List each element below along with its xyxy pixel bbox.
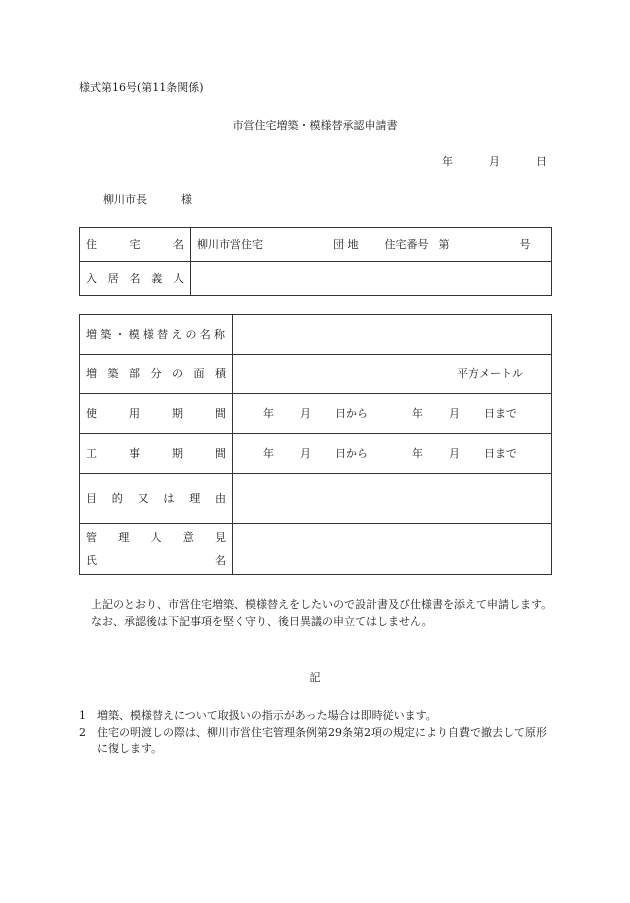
manager-opinion-label: 管 理 人 意 見 氏 名 [80, 524, 233, 575]
note-number: 2 [79, 725, 86, 739]
declaration-paragraph-1: 上記のとおり、市営住宅増築、模様替えをしたいので設計書及び仕様書を添えて申請します。 [91, 598, 553, 611]
notes-list [79, 708, 554, 758]
go-label: 号 [519, 237, 531, 251]
purpose-label: 目 的 又 は 理 由 [80, 474, 233, 524]
residence-table [79, 227, 552, 296]
note-text: 住宅の明渡しの際は、柳川市営住宅管理条例第29条第2項の規定により自費で撤去して原形に復します。 [97, 725, 547, 755]
alteration-name-label [80, 315, 233, 355]
alteration-name-row [80, 315, 552, 355]
date-month: 月 [489, 155, 500, 168]
alteration-name-label-text: 増築・模様替えの名称 [86, 327, 226, 341]
area-label: 増 築 部 分 の 面 積 [80, 355, 233, 394]
work-period-row [80, 434, 552, 474]
document-title: 市営住宅増築・模様替承認申請書 [232, 119, 398, 132]
resident-label: 入 居 名 義 人 [80, 262, 191, 296]
purpose-field[interactable] [233, 474, 552, 524]
addressee-name: 柳川市長 [103, 193, 147, 206]
addressee [103, 193, 192, 206]
area-row [80, 355, 552, 394]
purpose-row [80, 474, 552, 524]
use-period-field[interactable]: 年 月 日から 年 月 日まで [233, 394, 552, 434]
area-unit: 平方メートル [457, 367, 523, 381]
work-period-label: 工 事 期 間 [80, 434, 233, 474]
address-label: 住 宅 名 [80, 228, 191, 262]
work-period-field[interactable]: 年 月 日から 年 月 日まで [233, 434, 552, 474]
note-number: 1 [79, 709, 86, 722]
alteration-table [79, 314, 552, 575]
address-field[interactable] [191, 228, 552, 262]
address-row [80, 228, 552, 262]
resident-field[interactable] [191, 262, 552, 296]
area-field[interactable] [233, 355, 552, 394]
house-number-label: 住宅番号 [384, 237, 429, 251]
danchi-label: 団 地 [333, 237, 359, 251]
date-line [442, 155, 547, 168]
manager-opinion-row [80, 524, 552, 575]
declaration [79, 597, 554, 630]
alteration-name-field[interactable] [233, 315, 552, 355]
date-day: 日 [536, 155, 547, 168]
ki-heading: 記 [309, 671, 321, 684]
declaration-paragraph-2: なお、承認後は下記事項を堅く守り、後日異議の申立てはしません。 [91, 614, 433, 628]
note-item [79, 725, 554, 758]
note-text: 増築、模様替えについて取扱いの指示があった場合は即時従います。 [97, 709, 437, 722]
use-period-row [80, 394, 552, 434]
addressee-honorific: 様 [181, 193, 192, 206]
manager-opinion-field[interactable] [233, 524, 552, 575]
use-period-label: 使 用 期 間 [80, 394, 233, 434]
dai-label: 第 [438, 237, 450, 251]
resident-row [80, 262, 552, 296]
date-year: 年 [442, 155, 453, 168]
form-number: 様式第16号(第11条関係) [79, 81, 204, 94]
address-prefix: 柳川市営住宅 [197, 237, 263, 251]
note-item [79, 708, 554, 725]
